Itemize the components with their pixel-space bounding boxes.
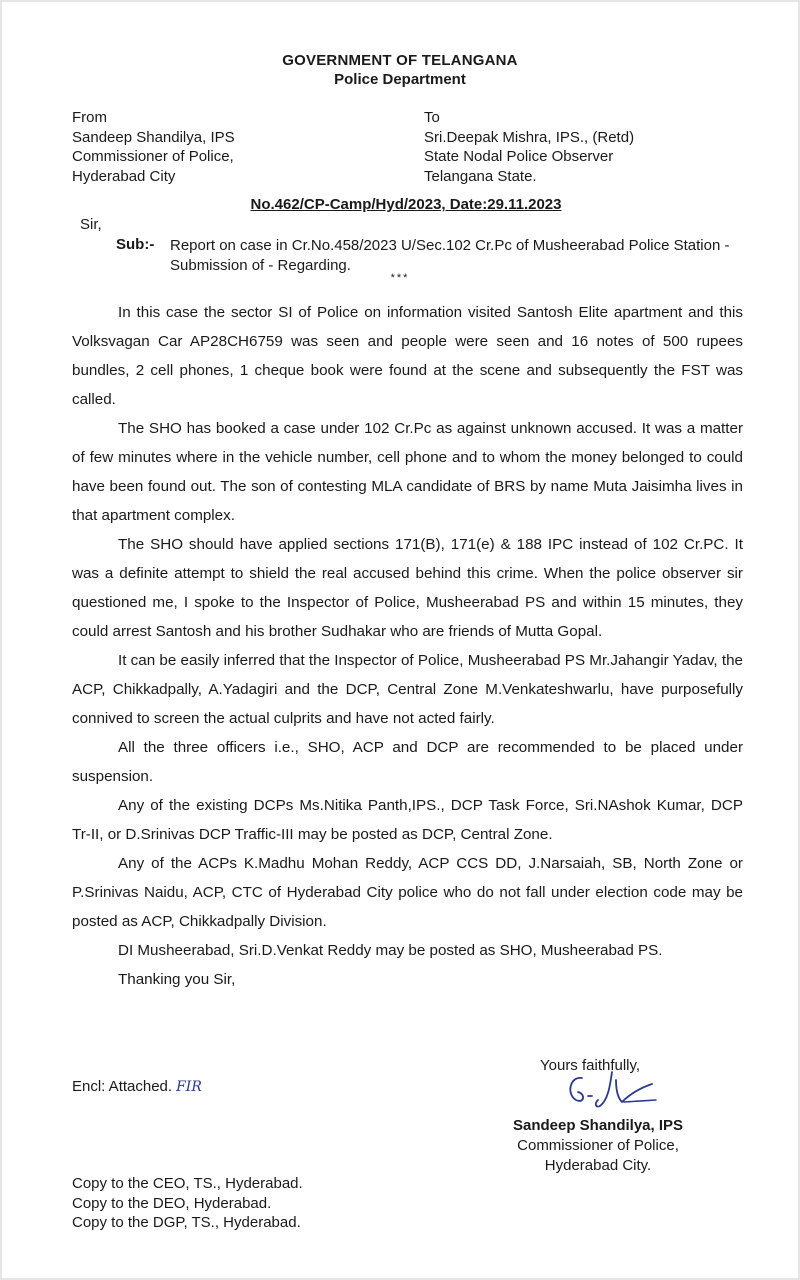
from-label: From <box>72 109 107 126</box>
copy-to-item: Copy to the DGP, TS., Hyderabad. <box>72 1214 301 1231</box>
body-paragraph: Any of the ACPs K.Madhu Mohan Reddy, ACP CCS DD, J.Narsaiah, SB, North Zone or P.Srinivas Naidu, ACP, CTC of Hyderabad City police who do not fall under election code may be posted as ACP, Chikkadpally Division. <box>72 855 743 930</box>
to-label: To <box>424 109 440 126</box>
copy-to-item: Copy to the DEO, Hyderabad. <box>72 1194 272 1212</box>
body-paragraph: DI Musheerabad, Sri.D.Venkat Reddy may be posted as SHO, Musheerabad PS. <box>118 942 663 959</box>
signatory-city: Hyderabad City. <box>544 1157 652 1174</box>
subject-separator: *** <box>390 272 410 284</box>
body-paragraph: In this case the sector SI of Police on information visited Santosh Elite apartment and this Volksvagan Car AP28CH6759 was seen and people were seen and 16 notes of 500 rupees bundles, 2 cell phones, 1 cheque book were found at the scene and subsequently the FST was called. <box>72 304 743 408</box>
to-line: State Nodal Police Observer <box>424 148 614 165</box>
signature-icon <box>560 1066 670 1114</box>
letter-body <box>72 298 743 994</box>
body-paragraph: The SHO should have applied sections 171(B), 171(e) & 188 IPC instead of 102 Cr.PC. It was a definite attempt to shield the real accused behind this crime. When the police observer sir questioned me, I spoke to the Inspector of Police, Musheerabad PS and within 15 minutes, they could arrest Santosh and his brother Sudhakar who are friends of Mutta Gopal. <box>72 536 743 640</box>
department-title: Police Department <box>334 71 466 88</box>
from-line: Commissioner of Police, <box>72 148 234 165</box>
subject-label: Sub:- <box>116 236 155 253</box>
from-line: Hyderabad City <box>72 167 176 185</box>
to-address <box>424 108 634 186</box>
signatory-designation: Commissioner of Police, <box>517 1137 679 1154</box>
body-paragraph: Any of the existing DCPs Ms.Nitika Panth,IPS., DCP Task Force, Sri.NAshok Kumar, DCP Tr-II, or D.Srinivas DCP Traffic-III may be posted as DCP, Central Zone. <box>72 797 743 843</box>
body-paragraph: All the three officers i.e., SHO, ACP and DCP are recommended to be placed under suspension. <box>72 739 743 785</box>
closing-line: Yours faithfully, <box>540 1057 641 1074</box>
enclosure-label: Encl: Attached. <box>72 1078 173 1095</box>
signatory-block <box>508 1116 688 1176</box>
salutation: Sir, <box>80 216 102 233</box>
copy-to-list <box>72 1174 303 1233</box>
reference-number: No.462/CP-Camp/Hyd/2023, Date:29.11.2023 <box>250 196 562 213</box>
from-address <box>72 108 235 186</box>
thanking-line: Thanking you Sir, <box>118 971 236 988</box>
enclosure-handwritten-note: FIR <box>176 1079 202 1095</box>
body-paragraph: The SHO has booked a case under 102 Cr.Pc as against unknown accused. It was a matter of few minutes where in the vehicle number, cell phone and to whom the money belonged to could have been found out. The son of contesting MLA candidate of BRS by name Muta Jaisimha lives in that apartment complex. <box>72 420 743 524</box>
signatory-name: Sandeep Shandilya, IPS <box>512 1117 684 1134</box>
from-line: Sandeep Shandilya, IPS <box>72 128 235 146</box>
subject-text: Report on case in Cr.No.458/2023 U/Sec.102 Cr.Pc of Musheerabad Police Station - Submission of - Regarding. <box>170 237 730 274</box>
to-line: Sri.Deepak Mishra, IPS., (Retd) <box>424 128 635 146</box>
government-title: GOVERNMENT OF TELANGANA <box>282 52 518 69</box>
enclosure <box>72 1078 202 1095</box>
copy-to-item: Copy to the CEO, TS., Hyderabad. <box>72 1175 303 1192</box>
body-paragraph: It can be easily inferred that the Inspector of Police, Musheerabad PS Mr.Jahangir Yadav, the ACP, Chikkadpally, A.Yadagiri and the DCP, Central Zone M.Venkateshwarlu, have purposefully connived to screen the actual culprits and have not acted fairly. <box>72 652 743 727</box>
to-line: Telangana State. <box>424 167 537 185</box>
